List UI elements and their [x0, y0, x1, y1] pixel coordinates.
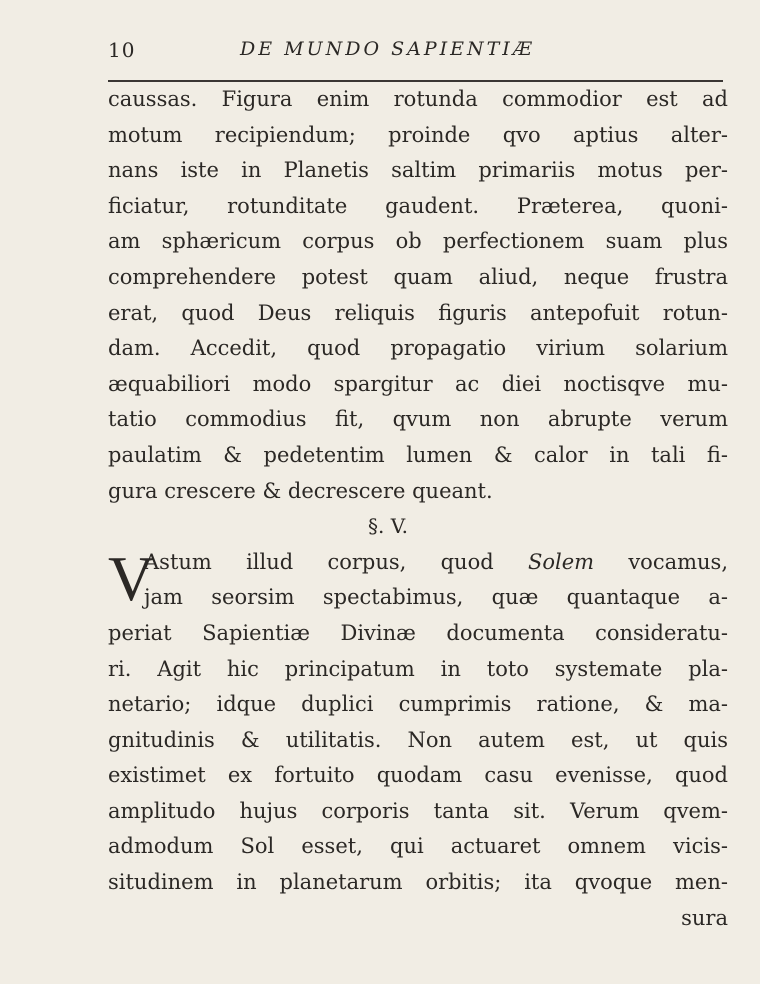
running-head [108, 38, 728, 68]
text-line: jam seorsim spectabimus, quæ quantaque a- [144, 585, 728, 610]
text-line: gnitudinis & utilitatis. Non autem est, ut quis [108, 727, 728, 752]
text-line: tatio commodius fit, qvum non abrupte verum [108, 407, 728, 432]
drop-cap: V [108, 542, 155, 614]
text-line: am sphæricum corpus ob perfectionem suam plus [108, 229, 728, 254]
paragraph-1 [108, 82, 728, 509]
text-line: periat Sapientiæ Divinæ documenta consideratu- [108, 620, 728, 645]
page-number: 10 [108, 38, 136, 62]
text-line: ri. Agit hic principatum in toto systemate pla- [108, 656, 728, 681]
running-title: DE MUNDO SAPIENTIÆ [240, 38, 535, 60]
section-heading: §. V. [367, 514, 409, 539]
text-line [108, 545, 728, 581]
text-line: dam. Accedit, quod propagatio virium solarium [108, 336, 728, 361]
text-line: paulatim & pedetentim lumen & calor in tali fi- [108, 442, 728, 467]
text-block [108, 82, 728, 936]
catchword: sura [681, 905, 728, 930]
text-line: nans iste in Planetis saltim primariis motus per- [108, 158, 728, 183]
text-fragment: Astum illud corpus, quod [144, 549, 528, 574]
paragraph-2 [108, 542, 728, 937]
emphasized-word: Solem [527, 549, 595, 574]
text-line: situdinem in planetarum orbitis; ita qvoque men- [108, 870, 728, 895]
text-line: erat, quod Deus reliquis figuris antepofuit rotun- [108, 300, 728, 325]
text-fragment: vocamus, [594, 549, 728, 574]
text-line: ficiatur, rotunditate gaudent. Præterea, quoni- [108, 193, 728, 218]
text-line: admodum Sol esset, qui actuaret omnem vicis- [108, 834, 728, 859]
text-line: existimet ex fortuito quodam casu evenisse, quod [108, 763, 728, 788]
text-line: netario; idque duplici cumprimis ratione, & ma- [108, 692, 728, 717]
text-line: amplitudo hujus corporis tanta sit. Verum qvem- [108, 798, 728, 823]
text-line: æquabiliori modo spargitur ac diei noctisqve mu- [108, 371, 728, 396]
text-line: gura crescere & decrescere queant. [108, 478, 493, 503]
text-line: caussas. Figura enim rotunda commodior est ad [108, 87, 728, 111]
text-line: comprehendere potest quam aliud, neque frustra [108, 264, 728, 289]
text-line: motum recipiendum; proinde qvo aptius alter- [108, 122, 728, 147]
